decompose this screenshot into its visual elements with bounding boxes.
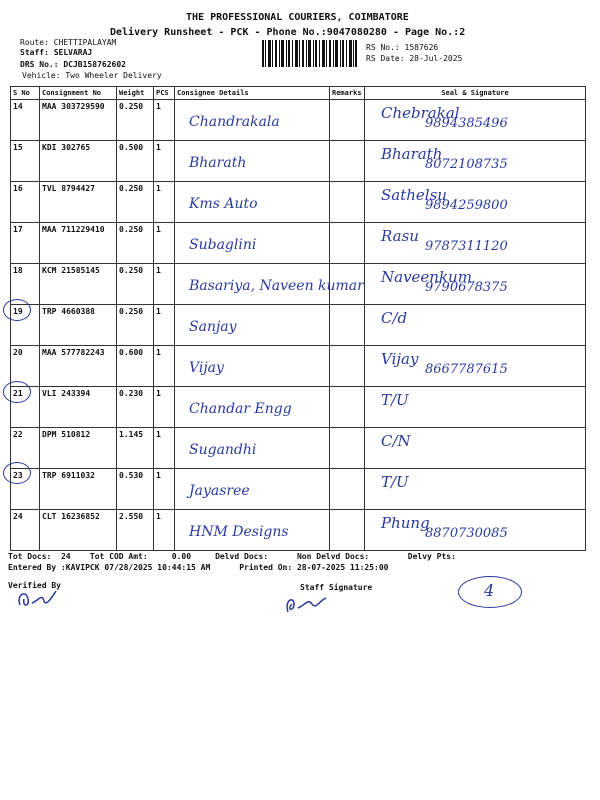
signature-handwritten: C/N — [381, 432, 411, 450]
table-header-row — [11, 87, 586, 100]
barcode-icon — [262, 40, 358, 67]
company-title: THE PROFESSIONAL COURIERS, COIMBATORE — [186, 12, 409, 23]
cell-consignee — [175, 100, 330, 141]
cell-weight: 0.250 — [117, 223, 154, 264]
cell-remarks — [330, 346, 365, 387]
cell-pcs: 1 — [154, 141, 175, 182]
table-row — [11, 387, 586, 428]
cell-sno: 14 — [11, 100, 40, 141]
cell-pcs: 1 — [154, 100, 175, 141]
table-row — [11, 469, 586, 510]
cell-consignment: CLT 16236852 — [40, 510, 117, 551]
col-remarks: Remarks — [330, 87, 365, 100]
staff-label: Staff: SELVARAJ — [20, 48, 93, 57]
col-sno: S No — [11, 87, 40, 100]
cell-pcs: 1 — [154, 305, 175, 346]
cell-sno: 18 — [11, 264, 40, 305]
consignee-handwritten: Chandar Engg — [189, 401, 292, 417]
cell-signature — [365, 387, 586, 428]
phone-handwritten: 8667787615 — [425, 362, 508, 377]
table-row — [11, 182, 586, 223]
cell-signature — [365, 141, 586, 182]
col-consignment: Consignment No — [40, 87, 117, 100]
consignee-handwritten: Chandrakala — [189, 114, 280, 130]
cell-consignee — [175, 428, 330, 469]
runsheet-subtitle: Delivery Runsheet - PCK - Phone No.:9047080280 - Page No.:2 — [110, 27, 466, 38]
cell-pcs: 1 — [154, 469, 175, 510]
cell-consignment: MAA 303729590 — [40, 100, 117, 141]
cell-pcs: 1 — [154, 510, 175, 551]
cell-sno: 23 — [11, 469, 40, 510]
cell-consignment: MAA 711229410 — [40, 223, 117, 264]
cell-signature — [365, 264, 586, 305]
cell-pcs: 1 — [154, 346, 175, 387]
row-circle-mark — [3, 299, 31, 321]
cell-weight: 0.230 — [117, 387, 154, 428]
signature-handwritten: Vijay — [381, 350, 419, 368]
consignee-handwritten: HNM Designs — [189, 524, 289, 540]
cell-consignment: MAA 577782243 — [40, 346, 117, 387]
cell-consignee — [175, 141, 330, 182]
vehicle-label: Vehicle: Two Wheeler Delivery — [22, 71, 162, 80]
signature-handwritten: Sathelsu — [381, 186, 447, 204]
table-row — [11, 305, 586, 346]
table-row — [11, 264, 586, 305]
cell-pcs: 1 — [154, 264, 175, 305]
row-circle-mark — [3, 462, 31, 484]
rs-date: RS Date: 28-Jul-2025 — [366, 54, 463, 63]
runsheet-table — [10, 86, 586, 551]
cell-pcs: 1 — [154, 223, 175, 264]
cell-weight: 0.500 — [117, 141, 154, 182]
cell-remarks — [330, 223, 365, 264]
signature-handwritten: Bharath — [381, 145, 443, 163]
cell-consignee — [175, 305, 330, 346]
page-mark-number: 4 — [484, 581, 495, 600]
consignee-handwritten: Basariya, Naveen kumar — [189, 278, 364, 294]
table-row — [11, 346, 586, 387]
table-row — [11, 223, 586, 264]
route-label: Route: CHETTIPALAYAM — [20, 38, 117, 47]
cell-consignee — [175, 182, 330, 223]
phone-handwritten: 9790678375 — [425, 280, 508, 295]
col-signature: Seal & Signature — [365, 87, 586, 100]
signature-handwritten: Phung — [381, 514, 430, 532]
cell-weight: 0.600 — [117, 346, 154, 387]
cell-pcs: 1 — [154, 387, 175, 428]
cell-remarks — [330, 387, 365, 428]
entered-by-line: Entered By :KAVIPCK 07/28/2025 10:44:15 AM Printed On: 28-07-2025 11:25:00 — [8, 563, 389, 572]
cell-sno: 20 — [11, 346, 40, 387]
cell-sno: 19 — [11, 305, 40, 346]
cell-consignee — [175, 469, 330, 510]
cell-signature — [365, 428, 586, 469]
cell-consignment: KDI 302765 — [40, 141, 117, 182]
cell-signature — [365, 469, 586, 510]
cell-sno: 16 — [11, 182, 40, 223]
phone-handwritten: 9787311120 — [425, 239, 508, 254]
phone-handwritten: 9894259800 — [425, 198, 508, 213]
consignee-handwritten: Sanjay — [189, 319, 237, 335]
rs-number: RS No.: 1587626 — [366, 43, 439, 52]
consignee-handwritten: Vijay — [189, 360, 224, 376]
cell-remarks — [330, 428, 365, 469]
cell-consignment: DPM 510812 — [40, 428, 117, 469]
cell-remarks — [330, 469, 365, 510]
cell-remarks — [330, 100, 365, 141]
staff-signature-label: Staff Signature — [300, 583, 373, 592]
verifier-signature — [14, 585, 64, 611]
drs-number: DRS No.: DCJB158762602 — [20, 60, 126, 69]
verified-by-label: Verified By — [8, 581, 61, 590]
row-circle-mark — [3, 381, 31, 403]
signature-handwritten: Naveenkum — [381, 268, 472, 286]
table-row — [11, 510, 586, 551]
cell-sno: 17 — [11, 223, 40, 264]
signature-handwritten: Chebrakal — [381, 104, 460, 122]
cell-remarks — [330, 182, 365, 223]
signature-handwritten: Rasu — [381, 227, 419, 245]
cell-remarks — [330, 305, 365, 346]
cell-consignment: KCM 21585145 — [40, 264, 117, 305]
cell-signature — [365, 305, 586, 346]
cell-signature — [365, 510, 586, 551]
cell-weight: 0.250 — [117, 182, 154, 223]
cell-weight: 0.250 — [117, 305, 154, 346]
table-row — [11, 428, 586, 469]
cell-sno: 22 — [11, 428, 40, 469]
cell-signature — [365, 223, 586, 264]
cell-consignee — [175, 387, 330, 428]
cell-consignee — [175, 510, 330, 551]
cell-sno: 21 — [11, 387, 40, 428]
cell-weight: 2.550 — [117, 510, 154, 551]
cell-consignee — [175, 223, 330, 264]
table-row — [11, 100, 586, 141]
cell-weight: 0.250 — [117, 100, 154, 141]
signature-handwritten: T/U — [381, 391, 409, 409]
consignee-handwritten: Subaglini — [189, 237, 257, 253]
cell-signature — [365, 100, 586, 141]
cell-weight: 1.145 — [117, 428, 154, 469]
consignee-handwritten: Sugandhi — [189, 442, 257, 458]
cell-remarks — [330, 510, 365, 551]
cell-consignee — [175, 346, 330, 387]
col-consignee: Consignee Details — [175, 87, 330, 100]
cell-weight: 0.530 — [117, 469, 154, 510]
cell-consignment: TRP 6911032 — [40, 469, 117, 510]
consignee-handwritten: Jayasree — [189, 483, 250, 499]
consignee-handwritten: Bharath — [189, 155, 247, 171]
cell-consignment: VLI 243394 — [40, 387, 117, 428]
phone-handwritten: 8870730085 — [425, 526, 508, 541]
col-weight: Weight — [117, 87, 154, 100]
totals-line: Tot Docs: 24 Tot COD Amt: 0.00 Delvd Docs: Non Delvd Docs: Delvy Pts: — [8, 552, 456, 561]
signature-handwritten: T/U — [381, 473, 409, 491]
cell-remarks — [330, 141, 365, 182]
staff-signature — [282, 592, 332, 616]
cell-pcs: 1 — [154, 428, 175, 469]
cell-consignment: TVL 8794427 — [40, 182, 117, 223]
cell-sno: 24 — [11, 510, 40, 551]
cell-pcs: 1 — [154, 182, 175, 223]
col-pcs: PCS — [154, 87, 175, 100]
cell-signature — [365, 182, 586, 223]
cell-weight: 0.250 — [117, 264, 154, 305]
signature-handwritten: C/d — [381, 309, 408, 327]
cell-consignment: TRP 4660388 — [40, 305, 117, 346]
phone-handwritten: 8072108735 — [425, 157, 508, 172]
cell-signature — [365, 346, 586, 387]
phone-handwritten: 9894385496 — [425, 116, 508, 131]
cell-sno: 15 — [11, 141, 40, 182]
cell-consignee — [175, 264, 364, 305]
consignee-handwritten: Kms Auto — [189, 196, 258, 212]
table-row — [11, 141, 586, 182]
